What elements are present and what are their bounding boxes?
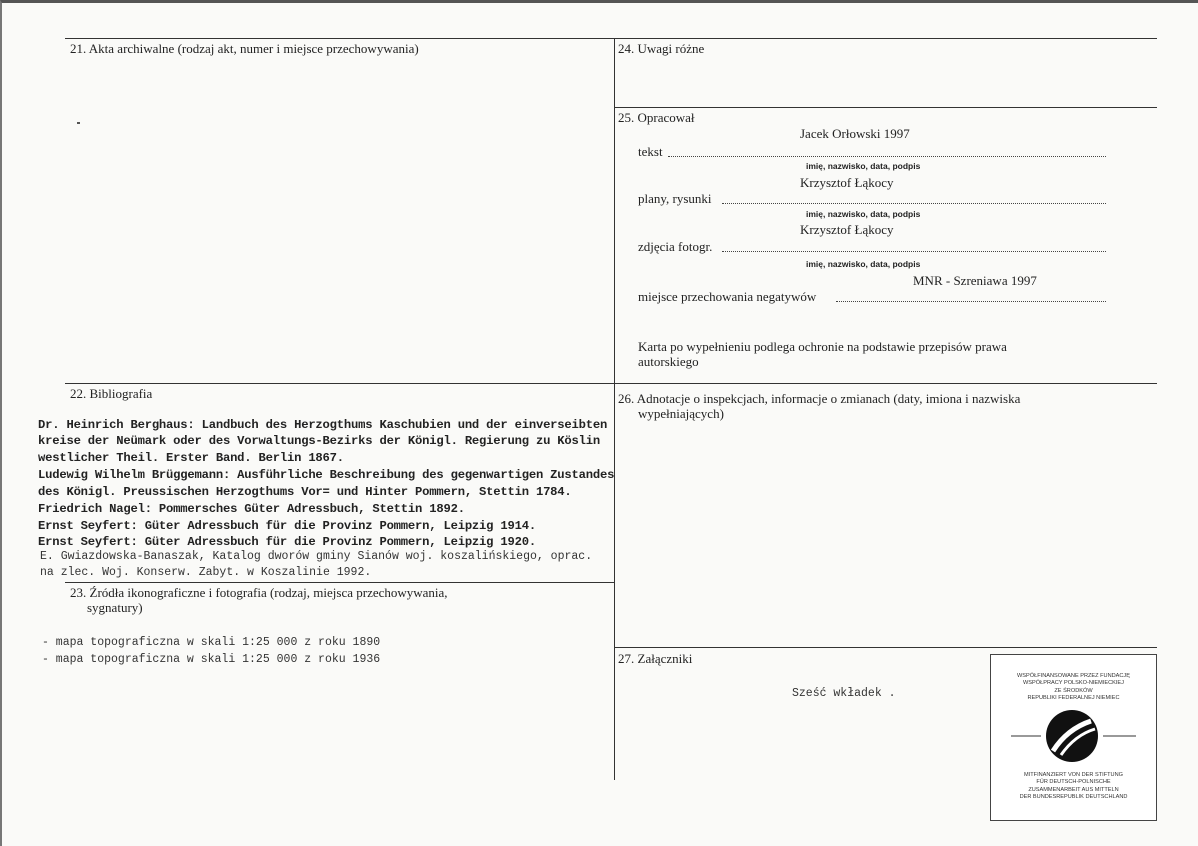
iconography-item: - mapa topograficzna w skali 1:25 000 z roku 1936 (42, 653, 381, 666)
bibliography-line: westlicher Theil. Erster Band. Berlin 1867. (38, 451, 344, 465)
photos-field-label: zdjęcia fotogr. (638, 239, 713, 254)
text-field-line (668, 156, 1106, 157)
bibliography-line: Friedrich Nagel: Pommersches Güter Adressbuch, Stettin 1892. (38, 502, 465, 516)
section-27-label: 27. Załączniki (618, 651, 693, 666)
plans-field-hint: imię, nazwisko, data, podpis (806, 209, 921, 219)
text-author-value: Jacek Orłowski 1997 (800, 126, 910, 141)
top-rule (65, 38, 1157, 39)
section-21-label: 21. Akta archiwalne (rodzaj akt, numer i miejsce przechowywania) (70, 41, 419, 56)
rule-24-25 (614, 107, 1157, 108)
photos-field-hint: imię, nazwisko, data, podpis (806, 259, 921, 269)
foundation-logo-icon (991, 707, 1156, 767)
copyright-note: Karta po wypełnieniu podlega ochronie na podstawie przepisów prawa autorskiego (638, 339, 1007, 369)
rule-22-23 (65, 582, 614, 583)
funding-stamp (990, 654, 1157, 821)
section-23-label: 23. Źródła ikonograficzne i fotografia (rodzaj, miejsca przechowywania, (70, 585, 448, 600)
section-26-label-cont: wypełniających) (638, 406, 724, 421)
section-24-label: 24. Uwagi różne (618, 41, 705, 56)
attachments-value: Sześć wkładek . (792, 687, 896, 700)
bibliography-line: Ludewig Wilhelm Brüggemann: Ausführliche Beschreibung des gegenwartigen Zustandes (38, 468, 615, 482)
section-26-label: 26. Adnotacje o inspekcjach, informacje o zmianach (daty, imiona i nazwiska (618, 391, 1021, 406)
rule-26-27 (614, 647, 1157, 648)
stamp-text-german: MITFINANZIERT VON DER STIFTUNG FÜR DEUTSCH-POLNISCHE ZUSAMMENARBEIT AUS MITTELN DER BUNDESREPUBLIK DEUTSCHLAND (1019, 772, 1128, 801)
photos-author-value: Krzysztof Łąkocy (800, 222, 894, 237)
center-divider (614, 38, 615, 780)
negatives-field-label: miejsce przechowania negatywów (638, 289, 817, 304)
bibliography-line: Ernst Seyfert: Güter Adressbuch für die Provinz Pommern, Leipzig 1920. (38, 535, 536, 549)
bibliography-line: Ernst Seyfert: Güter Adressbuch für die Provinz Pommern, Leipzig 1914. (38, 519, 536, 533)
bibliography-extra-line: E. Gwiazdowska-Banaszak, Katalog dworów gminy Sianów woj. koszalińskiego, oprac. (40, 550, 593, 563)
plans-field-label: plany, rysunki (638, 191, 712, 206)
photos-field-line (722, 251, 1106, 252)
negatives-location-value: MNR - Szreniawa 1997 (913, 273, 1037, 288)
bibliography-line: Dr. Heinrich Berghaus: Landbuch des Herzogthums Kaschubien und der einverseibten (38, 418, 608, 432)
section-22-label: 22. Bibliografia (70, 386, 153, 401)
bibliography-line: kreise der Neümark oder des Vorwaltungs-Bezirks der Königl. Regierung zu Köslin (38, 434, 600, 448)
plans-field-line (722, 203, 1106, 204)
section-25-label: 25. Opracował (618, 110, 695, 125)
rule-21-22 (65, 383, 1157, 384)
plans-author-value: Krzysztof Łąkocy (800, 175, 894, 190)
iconography-item: - mapa topograficzna w skali 1:25 000 z roku 1890 (42, 636, 381, 649)
bibliography-line: des Königl. Preussischen Herzogthums Vor= und Hinter Pommern, Stettin 1784. (38, 485, 572, 499)
section-23-label-cont: sygnatury) (87, 600, 143, 615)
text-field-hint: imię, nazwisko, data, podpis (806, 161, 921, 171)
stamp-text-polish: WSPÓŁFINANSOWANE PRZEZ FUNDACJĘ WSPÓŁPRACY POLSKO-NIEMIECKIEJ ZE ŚRODKÓW REPUBLIKI FEDERALNEJ NIEMIEC (1017, 673, 1130, 702)
scan-speck (77, 122, 80, 124)
negatives-field-line (836, 301, 1106, 302)
bibliography-extra-line: na zlec. Woj. Konserw. Zabyt. w Koszalinie 1992. (40, 566, 372, 579)
text-field-label: tekst (638, 144, 663, 159)
